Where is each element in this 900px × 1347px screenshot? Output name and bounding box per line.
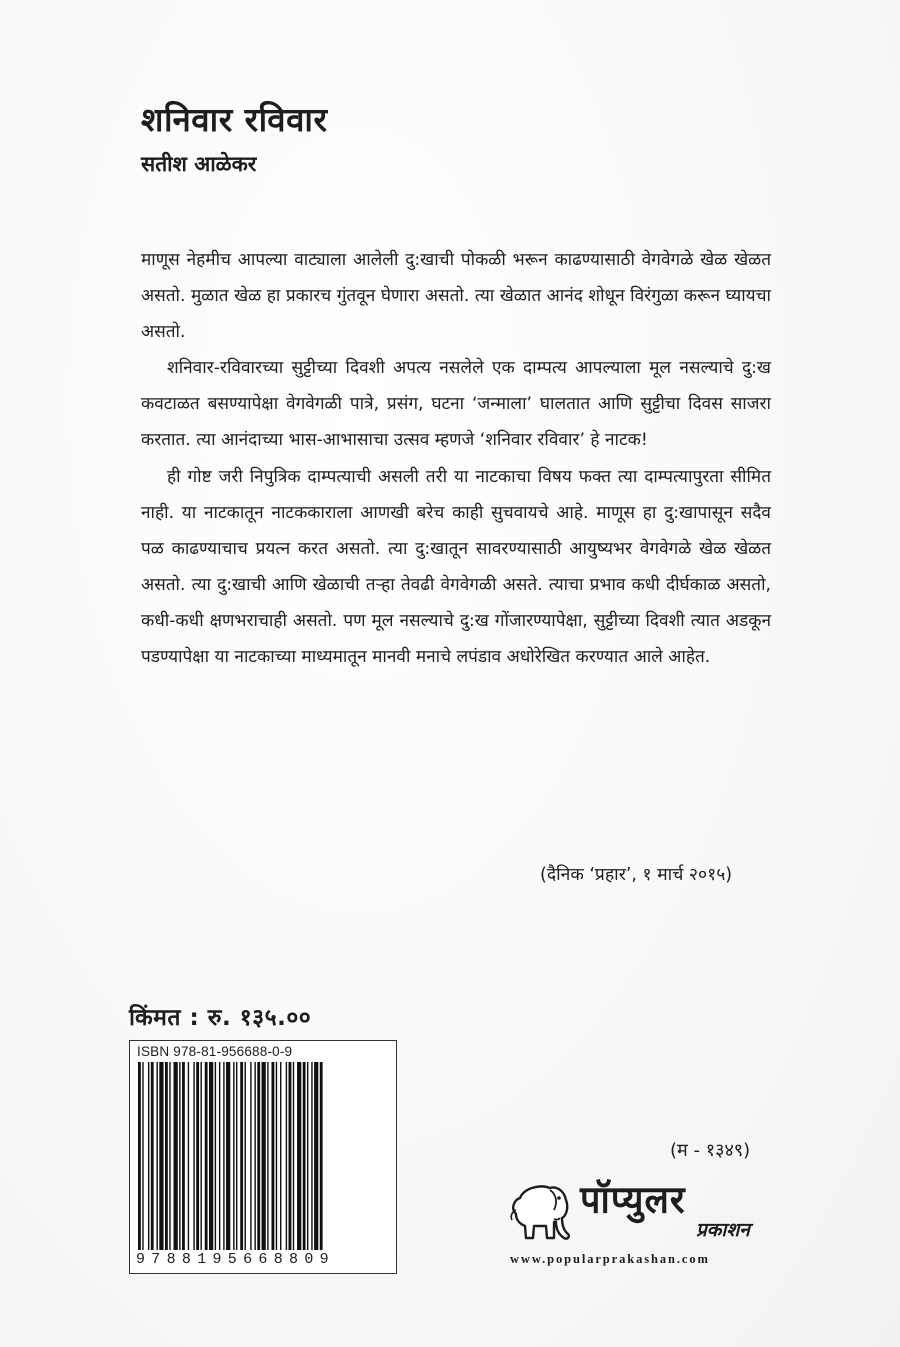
blurb-paragraph: माणूस नेहमीच आपल्या वाट्याला आलेली दु:खाची पोकळी भरून काढण्यासाठी वेगवेगळे खेळ खेळत असतो. मुळात खेळ हा प्रकारच गुंतवून घेणारा असतो. त्या खेळात आनंद शोधून विरंगुळा करून घ्यायचा असतो. [141, 250, 771, 343]
publisher-url: www.popularprakashan.com [510, 1252, 710, 1266]
barcode-bar [174, 1062, 178, 1250]
barcode-bar [226, 1062, 230, 1250]
publisher-logo [500, 1170, 782, 1270]
price-label: किंमत : रु. १३५.०० [129, 1005, 312, 1031]
barcode-bar [179, 1062, 180, 1250]
barcode-bar [314, 1062, 318, 1250]
publisher-subtitle: प्रकाशन [696, 1219, 750, 1241]
barcode-bar [245, 1062, 246, 1250]
barcode-bar [215, 1062, 216, 1250]
barcode-bar [280, 1062, 281, 1250]
isbn-number: ISBN 978-81-956688-0-9 [137, 1044, 293, 1059]
review-citation: (दैनिक ‘प्रहार’, १ मार्च २०१५) [540, 865, 733, 885]
barcode-bar [320, 1062, 323, 1250]
publisher-name: पॉप्युलर [580, 1179, 686, 1223]
barcode-icon [136, 1062, 390, 1250]
barcode-digits: 9788195668809 [136, 1251, 335, 1268]
barcode-bar [254, 1062, 255, 1250]
barcode-bar [286, 1062, 287, 1250]
barcode-bar [276, 1062, 277, 1250]
barcode-bar [223, 1062, 224, 1250]
blurb-paragraph: ही गोष्ट जरी निपुत्रिक दाम्पत्याची असली तरी या नाटकाचा विषय फक्त त्या दाम्पत्यापुरता सीमित नाही. या नाटकातून नाटककाराला आणखी बरेच काही सुचवायचे आहे. माणूस हा दु:खापासून सदैव पळ काढण्याचाच प्रयत्न करत असतो. त्या दु:खातून सावरण्यासाठी आयुष्यभर वेगवेगळे खेळ खेळत असतो. त्या दु:खाची आणि खेळाची तऱ्हा तेवढी वेगवेगळी असते. त्याचा प्रभाव कधी दीर्घकाळ असतो, कधी-कधी क्षणभराचाही असतो. पण मूल नसल्याचे दु:ख गोंजारण्यापेक्षा, सुट्टीच्या दिवशी त्यात अडकून पडण्यापेक्षा या नाटकाच्या माध्यमातून मानवी मनाचे लपंडाव अधोरेखित करण्यात आले आहेत. [141, 466, 771, 668]
barcode-bar [205, 1062, 208, 1250]
barcode-bar [182, 1062, 185, 1250]
barcode-bar [311, 1062, 312, 1250]
barcode-bar [303, 1062, 306, 1250]
book-author: सतीश आळेकर [141, 152, 257, 176]
barcode-bar [307, 1062, 308, 1250]
barcode-bar [151, 1062, 154, 1250]
barcode-bar [142, 1062, 143, 1250]
barcode-bar [257, 1062, 260, 1250]
barcode-bar [156, 1062, 157, 1250]
barcode-bar [169, 1062, 170, 1250]
barcode-bar [233, 1062, 234, 1250]
barcode-bar [240, 1062, 243, 1250]
barcode-bar [293, 1062, 294, 1250]
barcode-bar [236, 1062, 237, 1250]
barcode-bar [297, 1062, 301, 1250]
barcode-bar [209, 1062, 213, 1250]
barcode-bar [188, 1062, 189, 1250]
book-title: शनिवार रविवार [141, 100, 328, 139]
barcode-bar [262, 1062, 266, 1250]
barcode-bar [159, 1062, 163, 1250]
barcode-bar [193, 1062, 194, 1250]
barcode-bar [196, 1062, 199, 1250]
isbn-barcode [129, 1040, 397, 1274]
barcode-bar [138, 1062, 141, 1250]
catalog-code: (म - १३४९) [670, 1140, 751, 1161]
barcode-bar [219, 1062, 220, 1250]
barcode-bar [165, 1062, 168, 1250]
barcode-bar [271, 1062, 274, 1250]
barcode-bar [289, 1062, 292, 1250]
barcode-bar [267, 1062, 268, 1250]
barcode-bar [200, 1062, 201, 1250]
blurb-paragraph: शनिवार-रविवारच्या सुट्टीच्या दिवशी अपत्य नसलेले एक दाम्पत्य आपल्याला मूल नसल्याचे दु:ख कवटाळत बसण्यापेक्षा वेगवेगळी पात्रे, प्रसंग, घटना ‘जन्माला’ घालतात आणि सुट्टीचा दिवस साजरा करतात. त्या आनंदाच्या भास-आभासाचा उत्सव म्हणजे ‘शनिवार रविवार’ हे नाटक! [141, 358, 771, 451]
barcode-bar [148, 1062, 149, 1250]
blurb-text [141, 242, 771, 675]
elephant-icon [506, 1182, 576, 1244]
barcode-bar [250, 1062, 251, 1250]
